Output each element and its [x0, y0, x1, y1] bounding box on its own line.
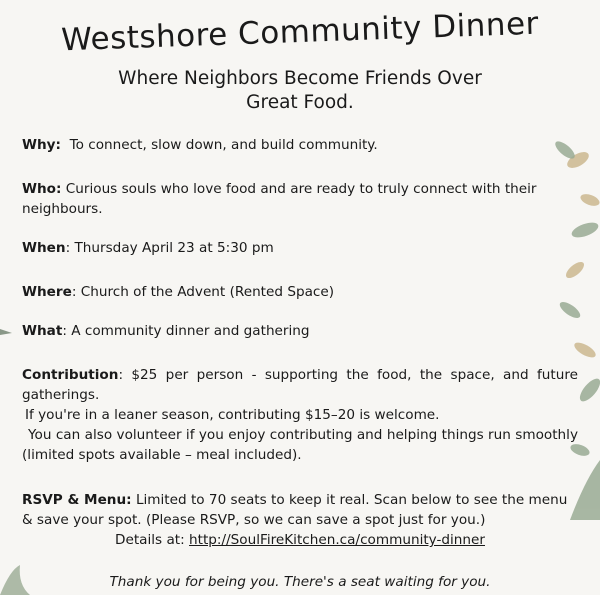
thanks-message: Thank you for being you. There's a seat waiting for you. — [109, 574, 491, 590]
rsvp-label: RSVP & Menu: — [22, 492, 132, 508]
who-label: Who: — [22, 181, 62, 197]
details-line — [0, 530, 600, 550]
when-section — [22, 238, 578, 258]
who-text: Curious souls who love food and are ready to truly connect with their neighbours. — [22, 181, 537, 217]
subtitle-line2: Great Food. — [246, 92, 354, 113]
rsvp-text: Limited to 70 seats to keep it real. Scan below to see the menu & save your spot. (Please RSVP, so we can save a spot just for you.) — [22, 492, 568, 528]
why-label: Why: — [22, 137, 61, 153]
contribution-leaner: If you're in a leaner season, contributing $15–20 is welcome. — [25, 407, 440, 423]
where-text: : Church of the Advent (Rented Space) — [71, 284, 335, 300]
subtitle-line1: Where Neighbors Become Friends Over — [118, 68, 482, 89]
when-text: : Thursday April 23 at 5:30 pm — [65, 240, 274, 256]
what-section — [22, 321, 578, 341]
contribution-section — [22, 365, 578, 465]
contribution-text: : $25 per person - supporting the food, the space, and future gatherings. — [22, 367, 578, 403]
what-label: What — [22, 323, 63, 339]
who-section — [22, 179, 578, 219]
when-label: When — [22, 240, 66, 256]
contribution-label: Contribution — [22, 367, 119, 383]
rsvp-section — [22, 490, 578, 530]
page-title: Westshore Community Dinner — [60, 5, 540, 59]
leaf-small-left — [0, 325, 14, 339]
details-link[interactable]: http://SoulFireKitchen.ca/community-dinner — [189, 532, 485, 548]
what-text: : A community dinner and gathering — [62, 323, 310, 339]
why-text: To connect, slow down, and build community. — [69, 137, 378, 153]
where-label: Where — [22, 284, 72, 300]
contribution-volunteer: You can also volunteer if you enjoy contributing and helping things run smoothly (limited spots available – meal included). — [22, 427, 578, 463]
where-section — [22, 282, 578, 302]
details-label: Details at: — [115, 532, 185, 548]
why-section — [22, 135, 578, 155]
